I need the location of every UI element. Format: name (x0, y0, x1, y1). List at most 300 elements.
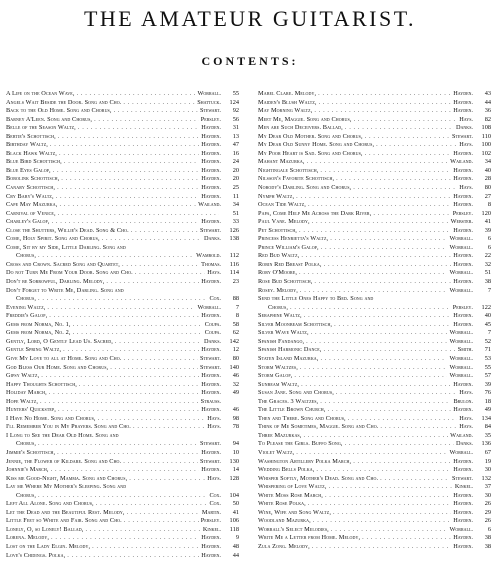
entry-author: Hayden. (453, 542, 473, 550)
entry-title: Don't Forget to Write Me, Darling. Song and (6, 286, 124, 294)
dot-leader (318, 90, 451, 99)
entry-page-number: 25 (232, 184, 239, 192)
contents-entry (258, 175, 491, 184)
entry-author: Stewart. (451, 132, 473, 140)
entry-author: Hayden. (201, 218, 221, 226)
entry-author: Hayden. (201, 380, 221, 388)
entry-page-number: 49 (232, 389, 239, 397)
contents-entry (6, 389, 239, 398)
entry-title: Left All Alone. Song and Chorus, (6, 500, 94, 508)
entry-title: Storm Galop, (258, 372, 293, 380)
entry-author: Worrall. (449, 448, 473, 456)
entry-title: Silver Moonbeam Schottisch, (258, 320, 333, 328)
contents-entry (258, 440, 491, 449)
contents-entry (258, 227, 491, 236)
entry-title: Evening Waltz, (6, 303, 46, 311)
dot-leader (38, 295, 207, 304)
dot-leader (64, 158, 199, 167)
dot-leader (325, 492, 451, 501)
contents-entry (258, 244, 491, 253)
contents-entry (258, 158, 491, 167)
contents-entry (258, 321, 491, 330)
entry-author: Hayden. (453, 226, 473, 234)
contents-entry (6, 406, 239, 415)
entry-title: Men are Such Deceivers. Ballad, (258, 124, 343, 132)
entry-author: Stewart. (199, 354, 221, 362)
entry-author: Worrall. (449, 286, 473, 294)
entry-title: Let the Dead and the Beautiful Rest. Melody, (6, 508, 125, 516)
dot-leader (353, 184, 457, 193)
entry-title: Ocean Tide Waltz, (258, 201, 306, 209)
entry-author: Hayden. (453, 149, 473, 157)
entry-title: Mabel Clare. Melody, (258, 90, 317, 97)
entry-title: Close the Shutters, Willie's Dead. Song & Cho. (6, 226, 129, 234)
entry-title: Freddie's Galop, (6, 312, 48, 320)
entry-author: Worrall. (197, 90, 221, 97)
contents-entry (258, 526, 491, 535)
entry-author: Hayden. (453, 98, 473, 106)
dot-leader (380, 423, 457, 432)
entry-page-number: 13 (232, 132, 239, 140)
entry-author: Hays. (459, 389, 473, 397)
contents-entry (6, 193, 239, 202)
entry-author: Hayden. (453, 278, 473, 286)
entry-title: Red Bud Waltz, (258, 252, 300, 260)
dot-leader (61, 175, 199, 184)
entry-author: Hays. (459, 184, 473, 192)
entry-title: Cape May Mazurka, (6, 201, 58, 209)
entry-page-number: 52 (484, 337, 491, 345)
contents-entry (258, 99, 491, 108)
entry-author: Shattuck. (197, 98, 221, 106)
entry-page-number: 67 (484, 448, 491, 456)
entry-title: Carnival of Venice, (6, 209, 56, 217)
entry-page-number: 110 (481, 132, 491, 140)
entry-page-number: 7 (487, 329, 491, 337)
contents-entry (6, 116, 239, 125)
entry-page-number: 34 (484, 158, 491, 166)
contents-entry (6, 475, 239, 484)
dot-leader (353, 458, 451, 467)
entry-page-number: 120 (481, 209, 491, 217)
dot-leader (38, 492, 207, 501)
dot-leader (51, 466, 200, 475)
entry-page-number: 19 (484, 457, 491, 465)
dot-leader (58, 406, 199, 415)
entry-page-number: 92 (232, 107, 239, 115)
entry-title: The Little Brown Church, (258, 406, 326, 414)
entry-author: Hayden. (453, 320, 473, 328)
contents-entry (6, 440, 239, 449)
dot-leader (52, 218, 200, 227)
entry-page-number: 32 (232, 380, 239, 388)
dot-leader (299, 269, 447, 278)
dot-leader (319, 99, 452, 108)
dot-leader (41, 372, 199, 381)
dot-leader (123, 355, 197, 364)
entry-title: Storm Waltzes, (258, 363, 298, 371)
entry-page-number: 80 (484, 184, 491, 192)
dot-leader (307, 158, 449, 167)
entry-author: Hayden. (201, 175, 221, 183)
entry-author: Danks. (455, 124, 473, 132)
entry-page-number: 128 (229, 474, 239, 482)
dot-leader (304, 312, 452, 321)
entry-title: Birthday Waltz, (6, 141, 48, 149)
entry-title: Chorus, (16, 252, 37, 260)
dot-leader (320, 398, 451, 407)
entry-page-number: 142 (229, 337, 239, 345)
contents-entry (258, 278, 491, 287)
contents-entry (258, 107, 491, 116)
entry-title: Bertie's Schottisch, (6, 132, 56, 140)
entry-page-number: 47 (232, 141, 239, 149)
entry-title: To Please the Girls. Buffo Song, (258, 440, 343, 448)
entry-author: Hayden. (201, 542, 221, 550)
dot-leader (345, 440, 454, 449)
entry-page-number: 22 (484, 252, 491, 260)
entry-title: Sunbeam Waltz, (258, 380, 300, 388)
entry-title: Spanish Fandango, (258, 337, 305, 345)
entry-title: May Morning Waltz, (258, 107, 313, 115)
entry-author: Hayden. (453, 508, 473, 516)
entry-author: Hayden. (453, 534, 473, 542)
entry-author: Hayden. (201, 158, 221, 166)
entry-title: Meet Me, Maggie. Song and Chorus, (258, 115, 352, 123)
entry-title: Chorus, (16, 491, 37, 499)
entry-author: Hayden. (453, 491, 473, 499)
dot-leader (131, 227, 198, 236)
entry-title: Don't be Sorrowful, Darling. Melody, (6, 278, 105, 286)
contents-entry (258, 184, 491, 193)
dot-leader (311, 329, 448, 338)
entry-page-number: 94 (232, 440, 239, 448)
entry-page-number: 134 (481, 414, 491, 422)
entry-author: Coupa. (204, 329, 221, 337)
contents-entry (258, 423, 491, 432)
entry-title: Give My Love to all at Home. Song and Cho. (6, 354, 122, 362)
entry-page-number: 45 (484, 320, 491, 328)
entry-author: Hayden. (453, 90, 473, 97)
entry-title: Prince William's Galop, (258, 243, 319, 251)
entry-page-number: 98 (232, 414, 239, 422)
entry-page-number: 40 (484, 166, 491, 174)
contents-entry (6, 133, 239, 142)
contents-entry (6, 175, 239, 184)
entry-page-number: 36 (484, 107, 491, 115)
entry-page-number: 51 (484, 269, 491, 277)
dot-leader (306, 338, 447, 347)
entry-author: Worrall. (449, 329, 473, 337)
entry-title: Violet Waltz, (258, 448, 295, 456)
dot-leader (67, 552, 199, 561)
entry-page-number: 41 (484, 218, 491, 226)
dot-leader (329, 483, 453, 492)
entry-author: Wailand. (450, 158, 473, 166)
entry-page-number: 138 (229, 235, 239, 243)
entry-title: Gems from Norma, No. 2, (6, 329, 71, 337)
entry-page-number: 35 (484, 431, 491, 439)
entry-author: Worrall. (449, 525, 473, 533)
contents-entry (6, 287, 239, 296)
dot-leader (115, 338, 202, 347)
dot-leader (133, 423, 205, 432)
contents-entry (6, 184, 239, 193)
dot-leader (354, 116, 458, 125)
entry-author: Hayden. (201, 132, 221, 140)
dot-leader (124, 517, 199, 526)
dot-leader (92, 543, 199, 552)
contents-entry (6, 210, 239, 219)
entry-page-number: 39 (484, 226, 491, 234)
dot-leader (135, 269, 205, 278)
entry-author: Hayden. (453, 406, 473, 414)
entry-page-number: 10 (232, 448, 239, 456)
entry-page-number: 82 (484, 115, 491, 123)
contents-entry (6, 534, 239, 543)
entry-page-number: 46 (232, 372, 239, 380)
entry-page-number: 84 (484, 423, 491, 431)
dot-leader (110, 364, 198, 373)
dot-leader (38, 252, 194, 261)
entry-page-number: 8 (487, 201, 491, 209)
contents-entry (258, 449, 491, 458)
entry-page-number: 114 (229, 269, 239, 277)
entry-author: Danks. (203, 235, 221, 243)
entry-author: Brulon. (453, 397, 473, 405)
contents-entry (258, 372, 491, 381)
entry-author: Hayden. (453, 312, 473, 320)
entry-title: My Dear Old Sunny Home. Song and Chorus, (258, 141, 375, 149)
entry-title: I Have No Home. Song and Chorus, (6, 414, 96, 422)
entry-title: Whispering of Love Waltz, (258, 483, 327, 491)
dot-leader (294, 372, 447, 381)
contents-entry (6, 364, 239, 373)
contents-column-left (6, 90, 239, 560)
dot-leader (336, 175, 451, 184)
entry-title: Papa, Come Help Me Across the Dark River, (258, 209, 372, 217)
contents-column-right (258, 90, 491, 552)
contents-entry (6, 338, 239, 347)
dot-leader (314, 278, 451, 287)
contents-entry (258, 458, 491, 467)
entry-author: Worrall. (197, 303, 221, 311)
entry-page-number: 122 (481, 303, 491, 311)
entry-page-number: 58 (232, 320, 239, 328)
entry-author: Hayden. (453, 201, 473, 209)
entry-author: Webster. (450, 218, 473, 226)
entry-author: Hayden. (453, 252, 473, 260)
entry-title: Pet Schottisch, (258, 226, 297, 234)
contents-entry (6, 295, 239, 304)
dot-leader (336, 389, 457, 398)
dot-leader (51, 534, 199, 543)
entry-page-number: 71 (484, 346, 491, 354)
entry-author: Danks. (203, 337, 221, 345)
contents-entry (6, 244, 239, 253)
entry-title: Rose Bud Schottisch, (258, 278, 313, 286)
entry-author: Hays. (207, 269, 221, 277)
entry-title: My Dear Old Mother. Song and Chorus, (258, 132, 363, 140)
entry-author: Worrall. (449, 235, 473, 243)
entry-page-number: 9 (235, 534, 239, 542)
entry-page-number: 55 (484, 363, 491, 371)
entry-title: A Life on the Ocean Wave, (6, 90, 75, 97)
entry-title: The Graces. 3 Waltzes, (258, 397, 319, 405)
dot-leader (365, 133, 450, 142)
contents-entry (258, 381, 491, 390)
entry-page-number: 28 (484, 175, 491, 183)
dot-leader (102, 235, 202, 244)
entry-author: Persley. (452, 303, 473, 311)
entry-title: Staten Island Mazurka, (258, 354, 319, 362)
entry-title: White Rose Polka, (258, 500, 306, 508)
entry-page-number: 7 (487, 286, 491, 294)
entry-title: Little Feet so White and Fair. Song and Cho. (6, 517, 122, 525)
contents-entry (6, 415, 239, 424)
entry-page-number: 126 (229, 226, 239, 234)
contents-entry (258, 492, 491, 501)
contents-entry (258, 295, 491, 304)
contents-entry (258, 432, 491, 441)
entry-author: Hayden. (453, 192, 473, 200)
entry-author: Stewart. (199, 457, 221, 465)
entry-title: Think of Me Sometimes, Maggie. Song and Cho. (258, 423, 379, 431)
entry-title: Nymph Waltz, (258, 192, 295, 200)
dot-leader (122, 261, 199, 270)
entry-title: Love's Chidings. Polka, (6, 551, 66, 559)
contents-entry (6, 492, 239, 501)
entry-page-number: 49 (484, 406, 491, 414)
entry-page-number: 29 (484, 508, 491, 516)
entry-page-number: 27 (484, 192, 491, 200)
entry-page-number: 24 (232, 158, 239, 166)
entry-author: Hayden. (201, 466, 221, 474)
entry-title: Canary Schottisch, (6, 184, 56, 192)
entry-page-number: 78 (232, 423, 239, 431)
entry-page-number: 136 (481, 440, 491, 448)
dot-leader (301, 381, 451, 390)
dot-leader (373, 210, 450, 219)
entry-author: Hayden. (453, 107, 473, 115)
contents-entry (258, 287, 491, 296)
entry-title: Nobody's Darling. Song and Chorus, (258, 184, 352, 192)
dot-leader (327, 406, 451, 415)
contents-entry (6, 158, 239, 167)
entry-author: Hayden. (201, 184, 221, 192)
contents-entry (6, 552, 239, 561)
dot-leader (308, 500, 451, 509)
entry-title: Wine, Wife and Song Waltz, (258, 508, 331, 516)
entry-author: Hayden. (453, 500, 473, 508)
contents-entry (6, 509, 239, 518)
entry-author: Hayden. (453, 260, 473, 268)
entry-title: God Bless Our Home. Song and Chorus, (6, 363, 109, 371)
dot-leader (77, 90, 196, 99)
dot-leader (296, 449, 447, 458)
contents-entry (258, 167, 491, 176)
entry-title: Gentle Spring Waltz, (6, 346, 62, 354)
contents-entry (6, 517, 239, 526)
contents-entry (6, 355, 239, 364)
contents-entry (258, 304, 491, 313)
entry-author: Thomas. (201, 260, 221, 268)
contents-entry (6, 423, 239, 432)
dot-leader (323, 346, 455, 355)
contents-entry (6, 261, 239, 270)
dot-leader (376, 141, 457, 150)
dot-leader (333, 509, 451, 518)
contents-entry (6, 312, 239, 321)
contents-entry (258, 346, 491, 355)
dot-leader (345, 124, 454, 133)
dot-leader (313, 517, 451, 526)
entry-page-number: 16 (232, 149, 239, 157)
entry-page-number: 30 (484, 491, 491, 499)
entry-title: Washington Artillery Polka March, (258, 457, 352, 465)
entry-author: Hays. (459, 423, 473, 431)
entry-title: Jimmie's Schottisch, (6, 448, 56, 456)
dot-leader (312, 543, 451, 552)
entry-page-number: 130 (229, 457, 239, 465)
dot-leader (59, 201, 196, 210)
dot-leader (129, 475, 205, 484)
entry-author: Hays. (207, 474, 221, 482)
entry-page-number: 44 (232, 551, 239, 559)
contents-entry (258, 141, 491, 150)
contents-entry (6, 107, 239, 116)
dot-leader (79, 381, 199, 390)
entry-title: Robin Red Breast Polka, (258, 260, 322, 268)
entry-author: Hays. (459, 414, 473, 422)
dot-leader (114, 107, 198, 116)
entry-title: Princess Henrietta's Waltz, (258, 235, 329, 243)
contents-entry (258, 466, 491, 475)
dot-leader (98, 415, 206, 424)
contents-entry (258, 338, 491, 347)
entry-page-number: 76 (484, 389, 491, 397)
dot-leader (94, 116, 199, 125)
contents-entry (258, 534, 491, 543)
entry-page-number: 43 (484, 90, 491, 97)
entry-page-number: 26 (484, 500, 491, 508)
contents-entry (6, 252, 239, 261)
entry-title: Lorena. Melody, (6, 534, 49, 542)
contents-entry (258, 517, 491, 526)
contents-entry (258, 150, 491, 159)
contents-entry (6, 458, 239, 467)
entry-author: Hayden. (201, 346, 221, 354)
entry-page-number: 20 (232, 175, 239, 183)
dot-leader (78, 124, 199, 133)
entry-title: Gipsy Waltz, (6, 372, 40, 380)
dot-leader (314, 107, 451, 116)
entry-page-number: 34 (232, 201, 239, 209)
entry-author: Worrall. (449, 243, 473, 251)
entry-title: Nilsson's Favorite Schottisch, (258, 175, 335, 183)
entry-author: Hays. (207, 423, 221, 431)
entry-title: Wedding Bells Polka, (258, 466, 315, 474)
entry-title: Lonely, O, so Lonely! Ballad, (6, 525, 84, 533)
entry-page-number: 40 (484, 312, 491, 320)
entry-author: Stewart. (199, 226, 221, 234)
dot-leader (303, 432, 448, 441)
contents-entry (258, 201, 491, 210)
entry-title: Belle of the Season Waltz, (6, 124, 76, 132)
contents-entry (258, 193, 491, 202)
entry-author: Hayden. (201, 534, 221, 542)
entry-title: Nightingale Schottisch, (258, 166, 319, 174)
